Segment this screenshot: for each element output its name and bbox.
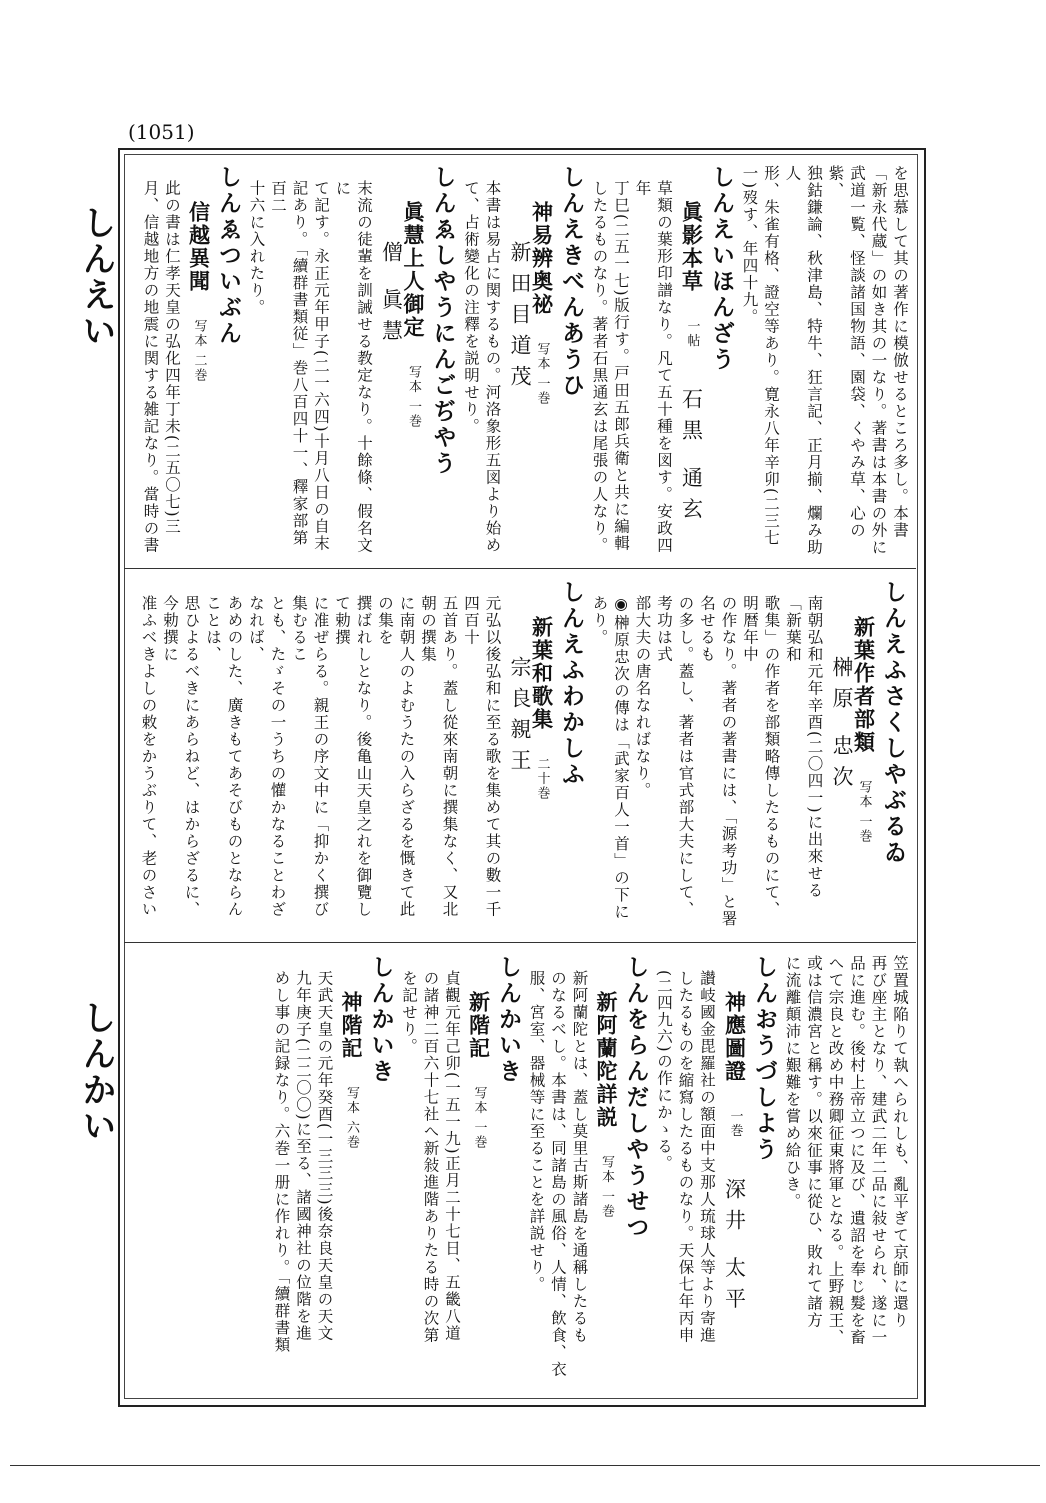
entry-text-line: 天武天皇の元年癸酉(一三三三)後奈良天皇の天文 — [315, 970, 334, 1343]
section-divider — [124, 568, 916, 569]
entry-volumes: 写本 一巻 — [471, 1086, 487, 1150]
entry-volumes: 写本 一巻 — [599, 1155, 614, 1219]
entry-text-line: あめのした、廣きもてあそびものとならんことは、 — [204, 595, 244, 918]
entry-kana-heading: しんえきべんあうひ — [558, 165, 584, 399]
entry-text-line: 末流の徒輩を訓誡せる教定なり。十餘條、假名文に — [333, 180, 373, 554]
entry-title-line — [831, 616, 875, 932]
entry-text-line: 貞觀元年己卯(一五一九)正月二十七日、五畿八道 — [443, 970, 461, 1343]
entry-author: 榊原 忠次 — [830, 656, 854, 797]
entry-volumes: 写本 一巻 — [406, 365, 421, 429]
continuation-line: 再び座主となり、建武二年二品に敍せられ、遂に一 — [869, 955, 888, 1346]
entry-kana-heading: しんゑついぶん — [215, 165, 241, 347]
entry-text-line: 月、信越地方の地震に関する雑記なり。當時の書 — [141, 180, 160, 554]
entry-text-line: ◉榊原忠次の傳は「武家百人一首」の下にあり。 — [590, 595, 630, 921]
continuation-line: に流離顛沛に艱難を嘗め給ひき。 — [783, 955, 802, 1210]
margin-heading-bottom: しんかい — [76, 1000, 116, 1144]
entry-text-line: 歌集」の作者を部類略傳したるものにて、明暦年中 — [741, 595, 781, 918]
entry-text-line: に南朝人のよむうたの入らざるを慨きて此の集を — [376, 595, 416, 918]
entry-title: 新葉和歌集 — [529, 616, 555, 731]
entry-text-line: 撰ばれしとなり。後亀山天皇之れを御覽して勅撰 — [333, 595, 373, 918]
section-middle — [140, 580, 910, 932]
entry-author: 宗良親王 — [508, 656, 532, 780]
entry-author: 僧 眞慧 — [379, 241, 404, 351]
entry-text-line: 思ひよるべきにあらねど、はからざるに、今勅撰に — [161, 595, 201, 918]
entry-title: 眞慧上人御定 — [401, 201, 426, 339]
entry-kana-heading: しんおうづしよう — [751, 955, 777, 1163]
entry-title: 神易辨奥祕 — [529, 201, 555, 316]
entry-text-line: したるものなり。著者石黒通玄は尾張の人なり。 — [590, 180, 609, 554]
entry-title: 新葉作者部類 — [851, 616, 877, 754]
entry-title-line — [509, 616, 553, 932]
entry-text-line: 新阿蘭陀とは、蓋し莫里古斯諸島を通稱したるも — [570, 970, 589, 1344]
entry-text-line: 此の書は仁孝天皇の弘化四年丁未(二五〇七)三 — [163, 180, 181, 536]
entry-text-line: とも、たゞその一うちの懽かなることわざなれば、 — [247, 595, 287, 918]
entry-text-line: 南朝弘和元年辛酉(二〇四一)に出來せる「新葉和 — [784, 595, 824, 900]
entry-text-line: 五首あり。蓋し從來南朝に撰集なく、又北朝の撰集 — [419, 595, 459, 918]
entry-kana-heading: しんをらんだしやうせつ — [622, 955, 649, 1241]
entry-text-line: 丁巳(二五一七)版行す。戸田五郎兵衛と共に編輯 — [612, 180, 630, 553]
entry-text-line: 服、宮室、器械等に至ることを詳説せり。 — [527, 970, 546, 1293]
continuation-line: 笠置城陥りて執へられしも、亂平ぎて京師に還り — [891, 955, 909, 1329]
entry-volumes: 写本 一巻 — [856, 780, 872, 844]
entry-title-line — [380, 201, 424, 560]
entry-text-line: の多し。蓋し、著者は官式部大夫にして、考功は式 — [655, 595, 695, 918]
entry-text-line: したるものを縮寫したるものなり。天保七年丙申 — [676, 970, 695, 1344]
entry-title-line — [596, 991, 618, 1385]
entry-text-line: を記せり。 — [400, 970, 418, 1055]
entry-volumes: 写本 一巻 — [534, 342, 550, 406]
entry-text-line: 元弘以後弘和に至る歌を集めて其の數一千四百十 — [462, 595, 502, 918]
entry-title: 信越異聞 — [186, 201, 212, 293]
entry-title-line — [468, 991, 490, 1385]
entry-volumes: 一巻 — [727, 1109, 743, 1138]
entry-text-line: 九年庚子(二二〇〇)に至る、諸國神社の位階を進 — [294, 970, 312, 1343]
continuation-line: 一)歿す、年四十九。 — [740, 165, 759, 326]
entry-text-line: 准ふべきよしの敕をかうぶりて、老のさい — [140, 595, 158, 918]
entry-title-line — [723, 991, 746, 1385]
entry-title-line — [680, 201, 703, 560]
entry-title: 眞影本草 — [679, 201, 705, 293]
entry-text-line: の作なり。著者の著書には、「源考功」と署名せるも — [698, 595, 738, 928]
entry-title-line — [188, 201, 210, 560]
entry-volumes: 一帖 — [684, 319, 700, 348]
entry-kana-heading: しんえふさくしやぶるゐ — [880, 580, 906, 866]
page-number: (1051) — [128, 120, 195, 144]
entry-kana-heading: しんえふわかしふ — [558, 580, 584, 788]
entry-kana-heading: しんかいき — [367, 955, 394, 1085]
bottom-rule — [10, 1465, 1040, 1466]
entry-title-line — [509, 201, 553, 560]
entry-text-line: 讃岐國金毘羅社の額面中支那人琉球人等より寄進 — [698, 970, 716, 1344]
entry-kana-heading: しんかいき — [495, 955, 521, 1085]
entry-author: 深井 太平 — [722, 1178, 747, 1319]
entry-volumes: 二十巻 — [534, 757, 550, 801]
continuation-line: 武道一覧、怪談諸国物語、園袋、くやみ草、心の紫、 — [826, 165, 866, 539]
margin-heading-top: しんえい — [76, 205, 116, 349]
entry-author: 石黒 通玄 — [679, 388, 704, 529]
continuation-line: 形、朱雀有格、證空等あり。寛永八年辛卯(二三七 — [762, 165, 780, 547]
entry-title: 新階記 — [466, 991, 492, 1060]
continuation-line: 品に進む。後村上帝立つに及び、遺詔を奉じ髮を畜 — [848, 955, 866, 1346]
entry-kana-heading: しんゑしやうにんごぢやう — [429, 165, 456, 477]
entry-volumes: 写本 六巻 — [344, 1086, 359, 1150]
entry-title-line — [341, 991, 363, 1385]
entry-title: 神應圖證 — [722, 991, 748, 1083]
continuation-line: へて宗良と改め中務卿征東將軍となる。上野親王、 — [826, 955, 845, 1346]
entry-volumes: 写本 二巻 — [191, 319, 207, 383]
continuation-line: を思慕して其の著作に模倣せるところ多し。本書 — [891, 165, 909, 539]
entry-title: 神階記 — [339, 991, 364, 1060]
continuation-line: 或は信濃宮と稱す。以來征事に從ひ、敗れて諸方 — [805, 955, 823, 1329]
section-divider — [124, 942, 916, 943]
entry-title: 新阿蘭陀詳説 — [594, 991, 619, 1129]
entry-text-line: 記あり。「續群書類従」巻八百四十一、釋家部第百二 — [269, 180, 309, 547]
continuation-line: 「新永代蔵」の如き其の一なり。著書は本書の外に — [869, 165, 888, 556]
continuation-line: 独鈷鎌論、秋津島、特牛、狂言記、正月揃、爛み助人 — [783, 165, 823, 556]
entry-text-line: 本書は易占に関するもの。河洛象形五図より始め — [483, 180, 502, 554]
entry-text-line: めし事の記録なり。六巻一册に作れり。「續群書類 — [272, 970, 291, 1354]
entry-text-line: て記す。永正元年甲子(二一六四)十月八日の自末 — [312, 180, 330, 553]
entry-text-line: (二四九六)の作にかゝる。 — [655, 970, 673, 1173]
entry-text-line: のなるべし。本書は、同諸島の風俗、人情、飲食、衣 — [549, 970, 567, 1378]
entry-kana-heading: しんえいほんざう — [708, 165, 734, 373]
entry-text-line: 草類の葉形印譜なり。凡て五十種を図す。安政四年 — [633, 180, 673, 554]
entry-text-line: て、占術變化の注釋を説明せり。 — [462, 180, 480, 435]
entry-text-line: 部大夫の唐名なればなり。 — [633, 595, 652, 799]
section-upper — [140, 165, 910, 560]
entry-author: 新田目道茂 — [508, 241, 532, 396]
entry-text-line: 十六に入れたり。 — [247, 180, 266, 316]
entry-text-line: に准ぜらる。親王の序文中に「抑かく撰び集むるこ — [290, 595, 330, 918]
entry-text-line: の諸神二百六十七社へ新敍進階ありたる時の次第 — [421, 970, 440, 1344]
section-lower — [140, 955, 910, 1385]
